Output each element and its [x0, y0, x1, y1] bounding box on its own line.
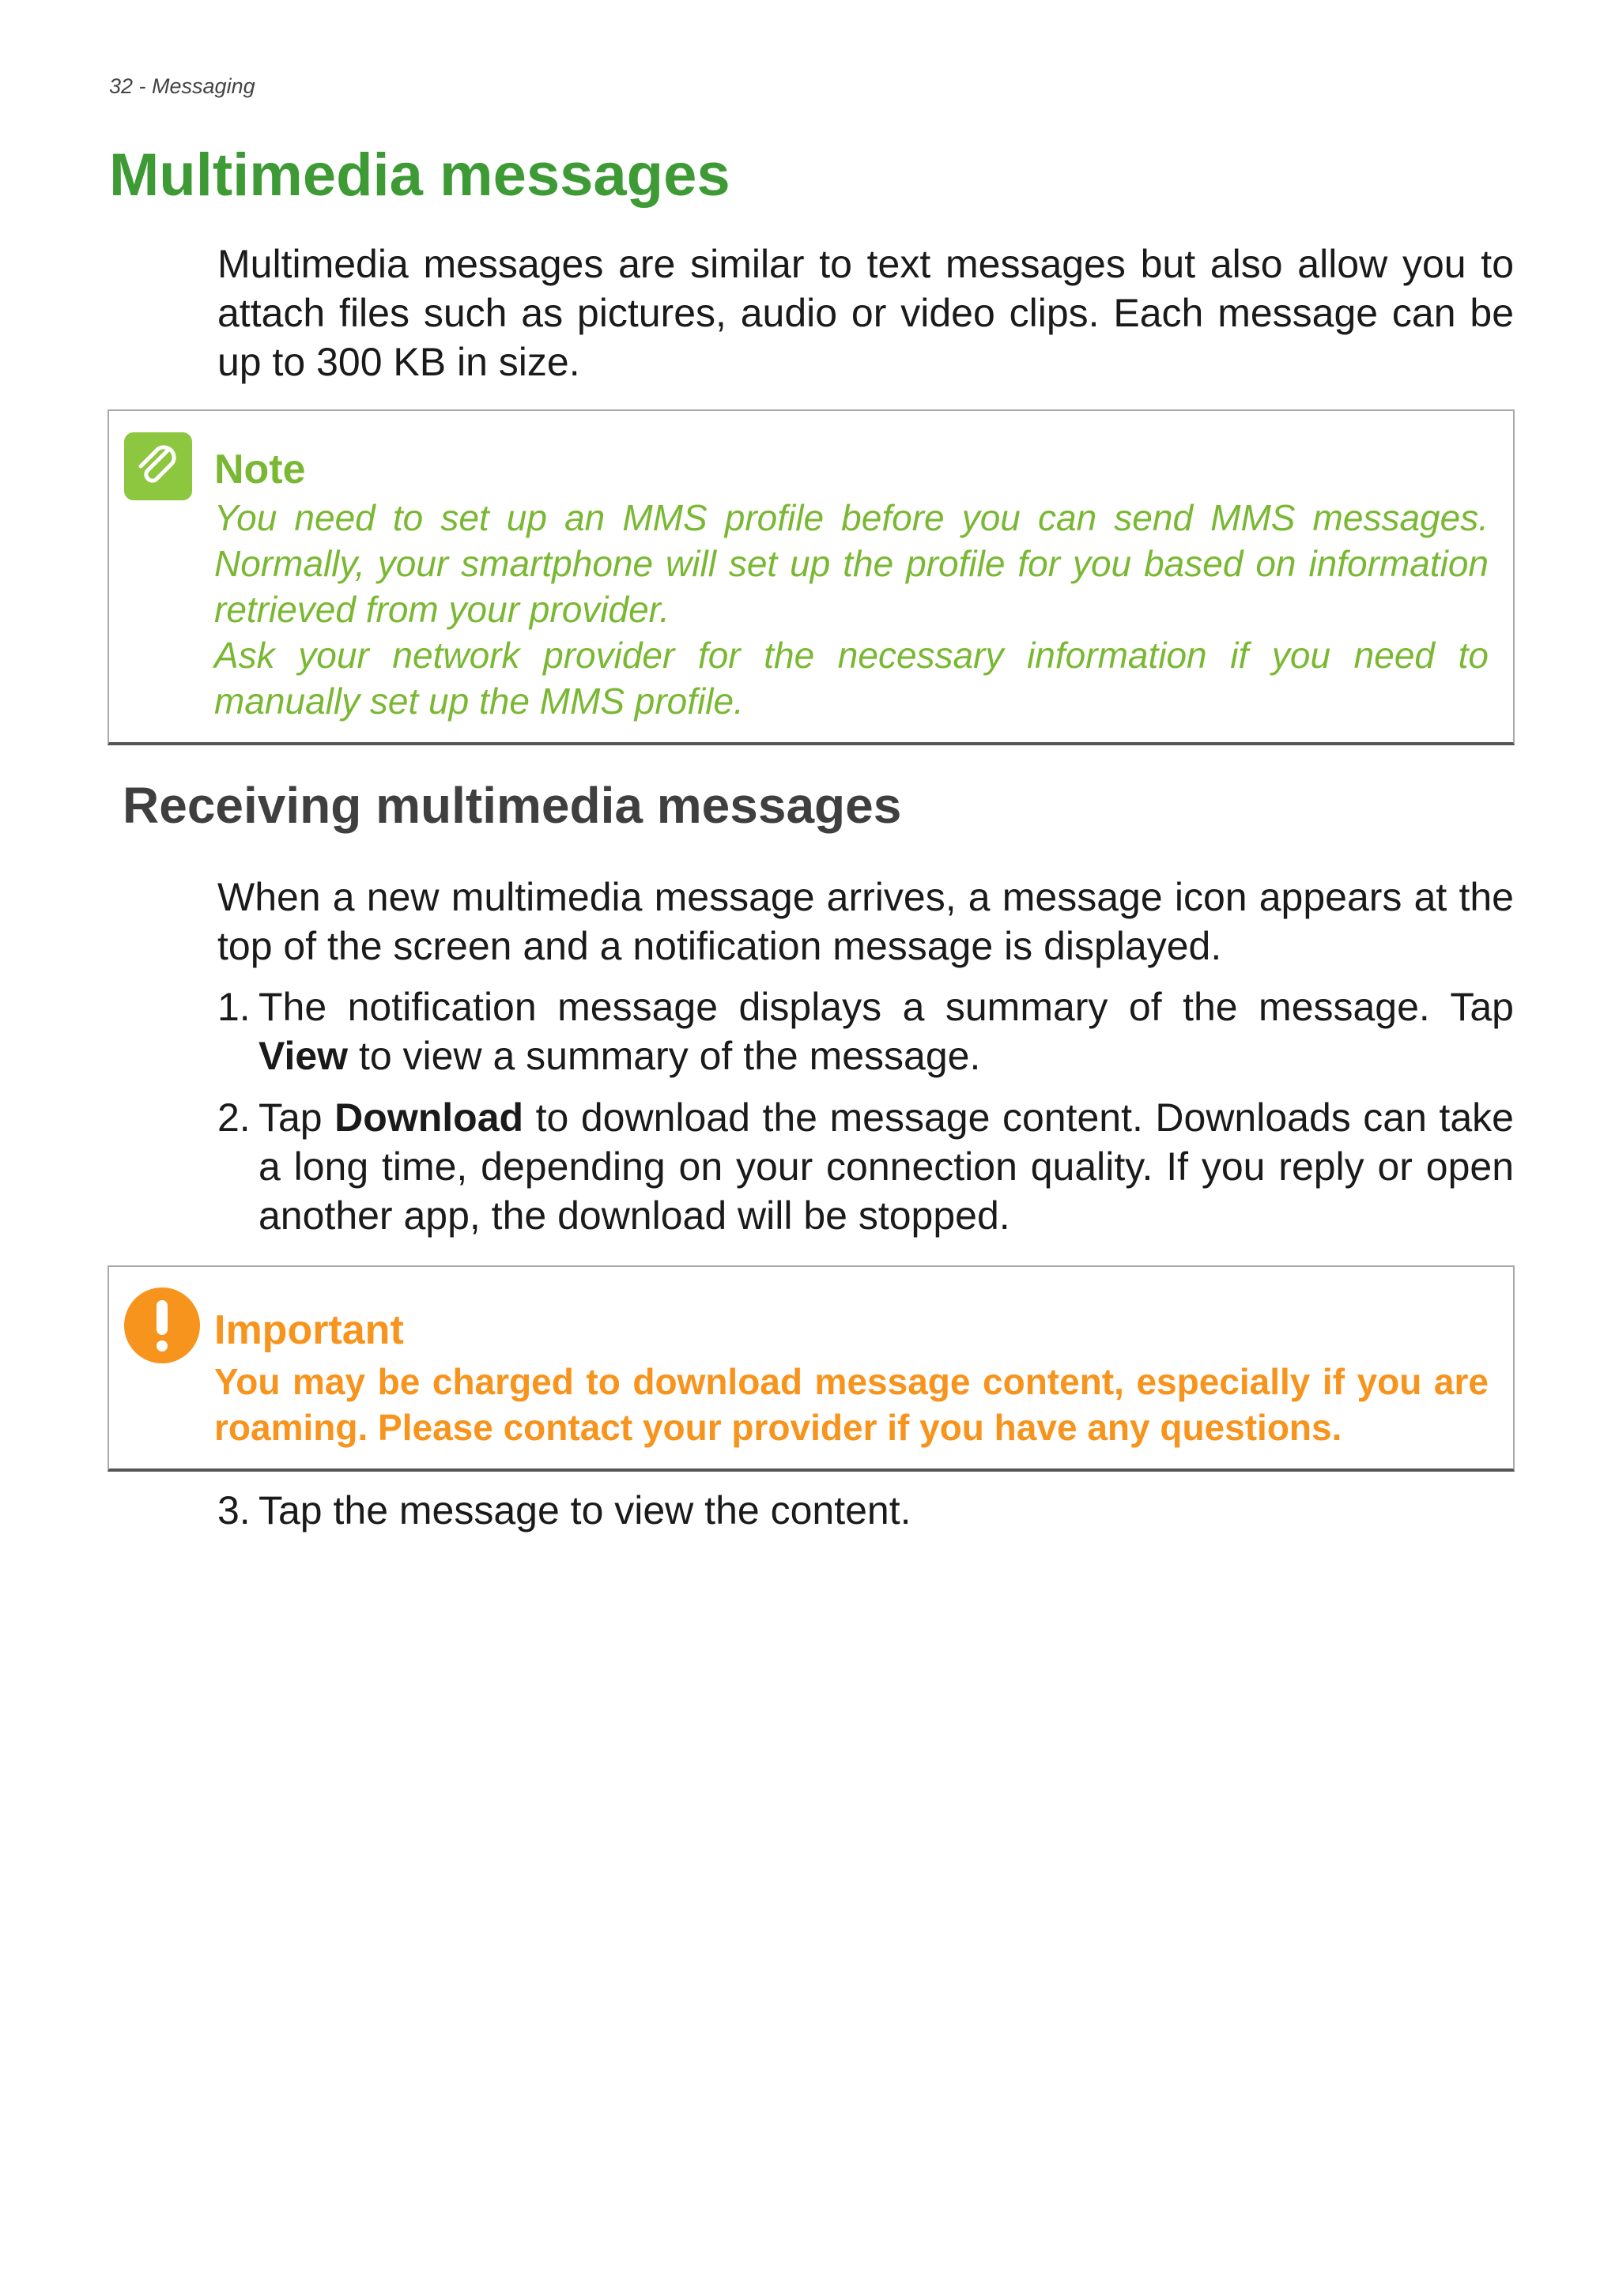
list-item [217, 1486, 1514, 1535]
note-paragraph: Ask your network provider for the necessary information if you need to manually set up the MMS profile. [214, 635, 1489, 722]
list-item [217, 1093, 1514, 1240]
step-number: 3. [217, 1488, 251, 1533]
intro-paragraph: Multimedia messages are similar to text messages but also allow you to attach files such as pictures, audio or video clips. Each message can be up to 300 KB in size. [217, 242, 1514, 384]
step-number: 1. [217, 985, 251, 1029]
note-paragraph: You need to set up an MMS profile before you can send MMS messages. Normally, your smartphone will set up the profile for you based on information retrieved from your provider. [214, 497, 1489, 630]
step-keyword: Download [334, 1095, 524, 1140]
step-number: 2. [217, 1095, 251, 1140]
important-body: You may be charged to download message content, especially if you are roaming. Please contact your provider if you have any questions. [214, 1361, 1489, 1448]
step-text: Tap [259, 1095, 335, 1140]
important-title: Important [214, 1307, 404, 1353]
running-header: 32 - Messaging [109, 74, 255, 98]
note-title: Note [214, 447, 306, 492]
note-callout [108, 409, 1515, 745]
step-text: The notification message displays a summary of the message. Tap [259, 985, 1514, 1029]
step-keyword: View [259, 1034, 349, 1078]
receive-intro-paragraph: When a new multimedia message arrives, a message icon appears at the top of the screen and a notification message is displayed. [217, 875, 1514, 968]
important-callout [108, 1265, 1515, 1472]
list-item [217, 982, 1514, 1080]
exclamation-icon [124, 1287, 200, 1363]
step-text: to view a summary of the message. [348, 1034, 981, 1078]
subsection-title: Receiving multimedia messages [123, 777, 902, 834]
note-body [214, 495, 1489, 724]
step-text: to download the message content. Downloads can take a long time, depending on your connection quality. If you reply or open another app, the download will be stopped. [259, 1095, 1514, 1238]
step-text: Tap the message to view the content. [259, 1488, 911, 1533]
paperclip-icon [124, 432, 192, 500]
steps-list [217, 982, 1514, 1253]
page-title: Multimedia messages [109, 141, 730, 209]
steps-list [217, 1486, 1514, 1548]
